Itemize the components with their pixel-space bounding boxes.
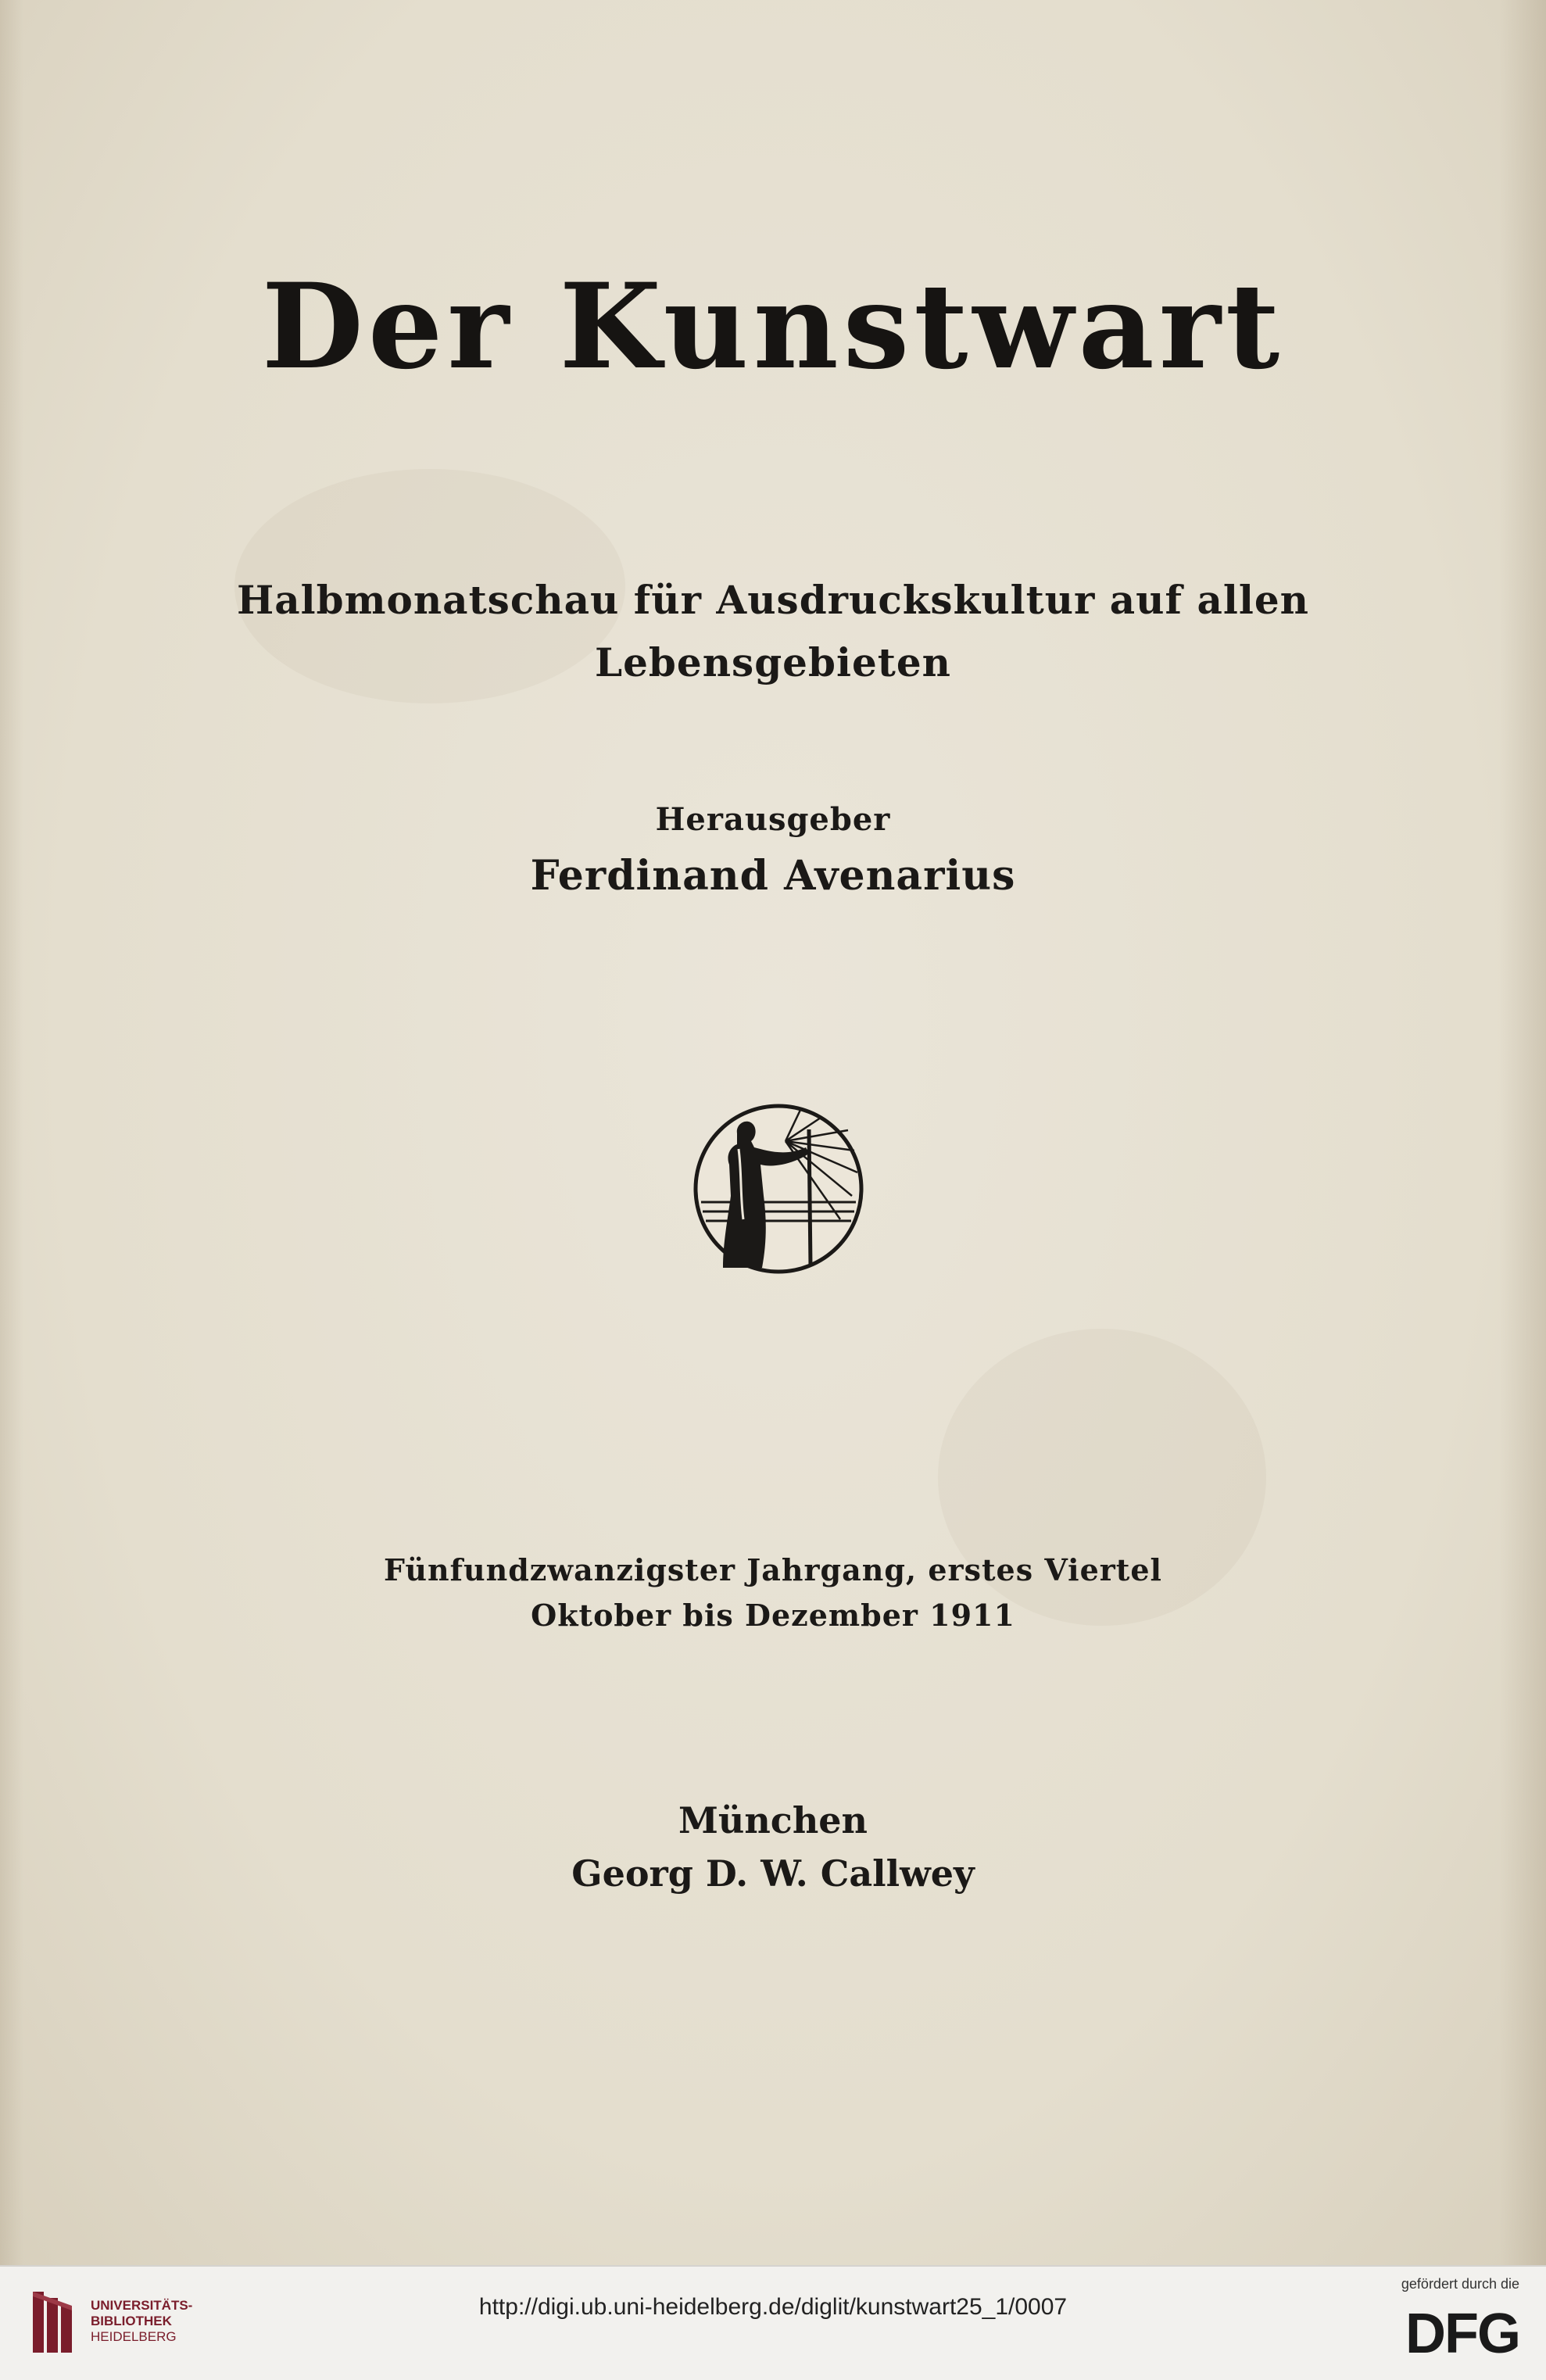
edition-line-1: Fünfundzwanzigster Jahrgang, erstes Viertel bbox=[384, 1552, 1162, 1587]
edition-line-2: Oktober bis Dezember 1911 bbox=[531, 1598, 1015, 1633]
dfg-logo[interactable]: DFG bbox=[1405, 2303, 1519, 2365]
publisher-city: München bbox=[678, 1799, 868, 1841]
subtitle-line-2: Lebensgebieten bbox=[594, 639, 952, 685]
publisher-info bbox=[0, 1794, 1546, 1900]
subtitle-line-1: Halbmonatschau für Ausdruckskultur auf allen bbox=[236, 577, 1309, 623]
publisher-emblem-icon bbox=[692, 1102, 865, 1276]
edition-info bbox=[0, 1548, 1546, 1638]
library-name-line-2: BIBLIOTHEK bbox=[91, 2314, 172, 2328]
page-title: Der Kunstwart bbox=[261, 258, 1285, 395]
publisher-name: Georg D. W. Callwey bbox=[571, 1852, 975, 1895]
editor-label: Herausgeber bbox=[655, 801, 891, 838]
library-name-line-3: HEIDELBERG bbox=[91, 2329, 177, 2344]
digitization-footer bbox=[0, 2265, 1546, 2380]
subtitle bbox=[0, 569, 1546, 694]
funding-label: gefördert durch die bbox=[1401, 2276, 1519, 2292]
editor-name: Ferdinand Avenarius bbox=[530, 852, 1016, 900]
permalink-url[interactable]: http://digi.ub.uni-heidelberg.de/diglit/kunstwart25_1/0007 bbox=[478, 2294, 1068, 2320]
library-name-line-1: UNIVERSITÄTS- bbox=[91, 2298, 193, 2313]
